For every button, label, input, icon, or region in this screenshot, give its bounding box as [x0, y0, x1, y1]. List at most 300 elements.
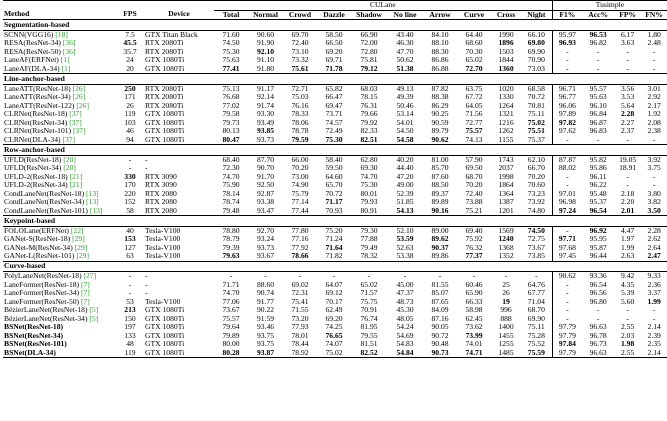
- column-header-row: [3, 10, 667, 20]
- metric-cell: 996: [500, 305, 512, 314]
- citation-link[interactable]: [36]: [62, 46, 76, 56]
- metric-cell: 2.36: [647, 279, 661, 289]
- metric-cell: 80.00: [222, 339, 240, 348]
- citation-link[interactable]: [1]: [61, 63, 71, 73]
- metric-cell: 96.82: [589, 38, 607, 47]
- device-cell: GTX 1080Ti: [145, 134, 185, 144]
- metric-cell: 67.77: [527, 288, 545, 297]
- metric-cell: 78.33: [291, 109, 309, 118]
- metric-cell: 76.16: [291, 100, 309, 110]
- metric-cell: 79.73: [222, 117, 240, 127]
- metric-cell: 1155: [498, 134, 514, 144]
- method-name: PolyLaneNet(ResNet-18): [4, 271, 82, 280]
- metric-cell: 68.40: [222, 154, 240, 164]
- citation-link[interactable]: [29]: [72, 234, 85, 243]
- metric-cell: 78.15: [360, 92, 378, 101]
- metric-cell: 62.10: [527, 154, 545, 164]
- metric-cell: 92.14: [256, 92, 275, 101]
- metric-cell: 1.98: [620, 339, 635, 348]
- metric-cell: 54.58: [396, 134, 414, 144]
- metric-cell: -: [626, 63, 629, 73]
- metric-cell: 2.55: [620, 322, 635, 331]
- metric-cell: 87.65: [431, 296, 449, 306]
- metric-cell: 2.28: [647, 225, 661, 235]
- metric-cell: 79.58: [222, 109, 240, 118]
- metric-cell: 89.00: [431, 225, 449, 235]
- metric-cell: 82.33: [360, 126, 378, 135]
- column-header: No line: [387, 10, 423, 20]
- fps-cell: 40: [126, 225, 134, 235]
- metric-cell: -: [535, 271, 538, 280]
- metric-cell: 4.35: [620, 279, 635, 289]
- citation-link[interactable]: [37]: [69, 109, 82, 118]
- metric-cell: 60.46: [465, 279, 483, 289]
- citation-link[interactable]: [7]: [80, 288, 90, 297]
- citation-link[interactable]: [5]: [89, 305, 99, 314]
- metric-cell: 79.92: [360, 117, 378, 127]
- metric-cell: 75.20: [325, 225, 343, 235]
- metric-cell: 81.55: [431, 279, 449, 289]
- metric-cell: 72.70: [465, 63, 483, 73]
- metric-cell: 80.47: [222, 134, 240, 144]
- metric-cell: 74.01: [465, 339, 483, 348]
- metric-cell: 71.17: [325, 197, 343, 206]
- metric-cell: 96.44: [589, 251, 607, 260]
- citation-link[interactable]: [26]: [72, 83, 86, 93]
- column-header: Dazzle: [317, 10, 351, 20]
- metric-cell: -: [552, 65, 582, 74]
- metric-cell: 97.62: [552, 127, 582, 136]
- metric-cell: 1896: [498, 38, 514, 47]
- metric-cell: 96.63: [582, 349, 614, 358]
- metric-cell: 82.51: [360, 134, 378, 144]
- device-cell: Tesla-V100: [145, 296, 181, 306]
- metric-cell: 77.80: [291, 225, 309, 235]
- metric-cell: 74.70: [222, 288, 240, 297]
- metric-cell: 78.66: [291, 251, 309, 260]
- metric-cell: 79.49: [360, 242, 378, 252]
- metric-cell: 64.40: [465, 29, 483, 39]
- metric-cell: 96.54: [589, 279, 607, 289]
- metric-cell: 75.90: [222, 180, 240, 189]
- metric-cell: 73.67: [222, 305, 240, 314]
- metric-cell: 71.82: [325, 251, 343, 260]
- method-name: LaneAF(DLA-34): [4, 63, 60, 73]
- metric-cell: -: [626, 134, 629, 144]
- device-cell: GTX 1080Ti: [145, 313, 185, 323]
- citation-link[interactable]: [29]: [76, 251, 89, 260]
- method-name: UFLD-2(ResNet-18): [4, 171, 68, 181]
- metric-cell: 65.70: [325, 180, 343, 189]
- metric-cell: 2.17: [647, 100, 661, 110]
- metric-cell: 72.40: [465, 188, 483, 198]
- device-cell: Tesla-V100: [145, 234, 181, 243]
- citation-link[interactable]: [20]: [63, 154, 76, 164]
- table-header: [3, 1, 667, 20]
- metric-cell: 1387: [498, 197, 514, 206]
- metric-cell: -: [652, 171, 656, 181]
- metric-cell: 79.48: [222, 205, 240, 215]
- metric-cell: 97.79: [552, 332, 582, 341]
- metric-cell: 74.70: [360, 171, 378, 181]
- method-name: UFLD(ResNet-18): [4, 154, 62, 164]
- metric-cell: 45.30: [396, 305, 414, 314]
- method-name: CLRNet(ResNet-18): [4, 109, 68, 118]
- metric-cell: 74.50: [527, 225, 545, 235]
- metric-cell: 72.00: [360, 38, 378, 47]
- metric-cell: 77.44: [291, 205, 309, 215]
- group-title: Curve-based: [3, 261, 667, 272]
- metric-cell: 2037: [498, 163, 514, 172]
- metric-cell: -: [652, 46, 656, 56]
- metric-cell: 50.62: [396, 55, 414, 64]
- metric-cell: 72.49: [325, 126, 343, 135]
- metric-cell: -: [652, 180, 656, 189]
- method-name: BSNet(DLA-34): [4, 347, 56, 357]
- metric-cell: 64.60: [325, 171, 343, 181]
- metric-cell: 81.51: [360, 339, 378, 348]
- metric-cell: 87.60: [431, 171, 449, 181]
- metric-cell: 79.55: [360, 330, 378, 340]
- metric-cell: 3.63: [620, 38, 635, 47]
- metric-cell: 79.59: [291, 134, 309, 144]
- metric-cell: 89.79: [431, 126, 449, 135]
- citation-link[interactable]: [5]: [89, 313, 99, 323]
- metric-cell: 72.77: [465, 117, 483, 127]
- device-cell: -: [145, 279, 148, 289]
- metric-cell: 75.92: [465, 234, 483, 243]
- metric-cell: 76.68: [222, 92, 240, 101]
- metric-cell: 89.62: [431, 234, 449, 243]
- citation-link[interactable]: [20]: [63, 163, 76, 172]
- metric-cell: 96.53: [589, 29, 607, 39]
- metric-cell: 1020: [498, 83, 514, 93]
- device-cell: Tesla-V100: [145, 242, 181, 252]
- metric-cell: 71.71: [222, 279, 240, 289]
- metric-cell: 85.07: [431, 288, 449, 297]
- metric-cell: 73.00: [291, 171, 309, 181]
- metric-cell: 96.78: [589, 330, 607, 340]
- metric-cell: -: [264, 271, 267, 280]
- metric-cell: 73.85: [527, 251, 545, 260]
- metric-cell: -: [403, 271, 407, 280]
- device-cell: RTX 2080: [145, 205, 177, 215]
- metric-cell: -: [552, 281, 582, 290]
- device-cell: GTX 1080Ti: [145, 322, 185, 331]
- metric-cell: 76.74: [360, 313, 378, 323]
- metric-cell: 91.74: [256, 100, 275, 110]
- metric-cell: 2.18: [620, 188, 635, 198]
- column-header: Acc%: [582, 10, 614, 20]
- culane-group-label: CULane: [214, 1, 552, 11]
- metric-cell: 88.38: [431, 92, 449, 101]
- metric-cell: 1.99: [647, 296, 661, 306]
- metric-cell: 95.48: [589, 188, 607, 198]
- method-name: GANet-S(ResNet-18): [4, 234, 71, 243]
- table-row: [3, 65, 667, 74]
- metric-cell: 75.11: [527, 322, 545, 331]
- metric-cell: 76.32: [465, 242, 483, 252]
- metric-cell: 54.01: [396, 117, 414, 127]
- device-cell: GTX 1080Ti: [145, 109, 185, 118]
- metric-cell: 93.73: [256, 134, 275, 144]
- metric-cell: -: [626, 313, 629, 323]
- method-name: UFLD(ResNet-34): [4, 163, 62, 172]
- metric-cell: 67.72: [465, 92, 483, 101]
- metric-cell: 73.20: [291, 313, 309, 323]
- metric-cell: 74.90: [291, 180, 309, 189]
- metric-cell: 74.70: [222, 171, 240, 181]
- metric-cell: -: [596, 305, 600, 314]
- citation-link[interactable]: [13]: [86, 188, 99, 198]
- metric-cell: 96.06: [552, 102, 582, 111]
- metric-cell: 1255: [498, 339, 514, 348]
- metric-cell: 49.39: [396, 92, 414, 101]
- metric-cell: 19.05: [619, 154, 637, 164]
- metric-cell: 77.88: [360, 234, 378, 243]
- metric-cell: 51.38: [396, 63, 414, 73]
- metric-cell: -: [552, 306, 582, 315]
- method-name: CLRNet(DLA-34): [4, 134, 61, 144]
- metric-cell: 1352: [498, 251, 514, 260]
- metric-cell: 86.88: [431, 63, 449, 73]
- metric-cell: 62.45: [465, 313, 483, 323]
- metric-cell: 69.90: [527, 46, 545, 56]
- metric-cell: 72.30: [222, 163, 240, 172]
- metric-cell: 78.32: [360, 251, 378, 260]
- citation-link[interactable]: [7]: [80, 279, 90, 289]
- device-cell: -: [145, 271, 148, 280]
- column-header: FPS: [116, 10, 144, 20]
- metric-cell: 90.48: [431, 339, 449, 348]
- metric-cell: 69.12: [325, 288, 343, 297]
- metric-cell: 1330: [498, 92, 514, 101]
- metric-cell: 90.59: [431, 117, 449, 127]
- metric-cell: 54.84: [387, 349, 423, 358]
- metric-cell: 71.60: [222, 29, 240, 39]
- metric-cell: 90.37: [431, 242, 449, 252]
- fps-cell: 35.7: [123, 46, 137, 56]
- citation-link[interactable]: [21]: [69, 171, 83, 181]
- device-cell: GTX 1080Ti: [145, 117, 185, 127]
- citation-link[interactable]: [29]: [74, 242, 88, 252]
- metric-cell: 3.75: [647, 163, 661, 172]
- metric-cell: 1998: [498, 171, 514, 181]
- metric-cell: 96.77: [552, 93, 582, 102]
- method-name: FOLOLane(ERFNet): [4, 225, 69, 235]
- column-header: F1%: [552, 10, 582, 20]
- metric-cell: 84.10: [431, 29, 449, 39]
- metric-cell: -: [652, 313, 656, 323]
- metric-cell: 74.57: [325, 117, 343, 127]
- metric-cell: 71.56: [465, 109, 483, 118]
- metric-cell: 70.20: [465, 180, 483, 189]
- metric-cell: 81.95: [360, 322, 378, 331]
- metric-cell: 87.70: [256, 154, 275, 164]
- method-cell: [3, 349, 116, 358]
- metric-cell: 73.88: [465, 197, 483, 206]
- metric-cell: 79.93: [360, 197, 378, 206]
- metric-cell: 69.50: [465, 163, 483, 172]
- fps-cell: 94: [126, 134, 134, 144]
- method-name: LaneATT(ResNet-122): [4, 100, 75, 110]
- metric-cell: 93.67: [256, 251, 275, 260]
- metric-cell: 97.71: [552, 235, 582, 244]
- citation-link[interactable]: [36]: [62, 38, 76, 47]
- metric-cell: 93.30: [256, 109, 275, 118]
- fps-cell: 58: [126, 205, 134, 215]
- metric-cell: 52.10: [396, 225, 414, 235]
- metric-cell: 96.54: [589, 205, 607, 215]
- fps-cell: -: [128, 154, 132, 164]
- citation-link[interactable]: [26]: [72, 92, 86, 101]
- metric-cell: 79.30: [360, 225, 378, 235]
- metric-cell: 19: [502, 296, 510, 306]
- metric-cell: 96.73: [589, 339, 607, 348]
- metric-cell: 90.73: [423, 349, 457, 358]
- method-name: CLRNet(ResNet-34): [4, 117, 68, 127]
- metric-cell: 3.92: [647, 154, 661, 164]
- metric-cell: 75.79: [291, 188, 309, 198]
- group-title: Line-anchor-based: [3, 74, 667, 85]
- metric-cell: 77.16: [291, 234, 309, 243]
- group-header-row: [3, 74, 667, 85]
- fps-cell: 119: [124, 109, 136, 118]
- fps-cell: 127: [124, 242, 136, 252]
- metric-cell: 66.10: [527, 29, 545, 39]
- metric-cell: 73.67: [527, 242, 545, 252]
- column-header: FP%: [614, 10, 641, 20]
- metric-cell: 93.85: [256, 126, 275, 135]
- citation-link[interactable]: [13]: [89, 205, 103, 215]
- metric-cell: 25: [502, 279, 510, 289]
- metric-cell: 87.87: [552, 155, 582, 164]
- metric-cell: 91.59: [256, 313, 275, 323]
- metric-cell: -: [652, 305, 656, 314]
- citation-link[interactable]: [13]: [86, 197, 99, 206]
- metric-cell: 54.69: [396, 330, 414, 340]
- metric-cell: 68.70: [527, 305, 545, 314]
- metric-cell: 90.70: [256, 163, 275, 172]
- metric-cell: 2.62: [647, 234, 661, 243]
- metric-cell: 68.03: [360, 83, 378, 93]
- metric-cell: 2.92: [647, 92, 661, 101]
- metric-cell: 1503: [498, 46, 514, 56]
- citation-link[interactable]: [7]: [80, 296, 90, 306]
- metric-cell: 1569: [498, 225, 514, 235]
- metric-cell: 74.50: [222, 38, 240, 47]
- metric-cell: 1360: [498, 63, 514, 73]
- citation-link[interactable]: [37]: [69, 117, 82, 127]
- citation-link[interactable]: [37]: [62, 134, 76, 144]
- method-name: CondLaneNet(ResNet-34): [4, 197, 85, 206]
- fps-cell: 171: [124, 92, 136, 101]
- metric-cell: 69.70: [291, 29, 309, 39]
- device-cell: Tesla-V100: [145, 251, 181, 260]
- metric-cell: 92.10: [256, 46, 275, 56]
- citation-link[interactable]: [1]: [60, 55, 70, 64]
- metric-cell: 79.89: [222, 330, 240, 340]
- metric-cell: -: [626, 171, 629, 181]
- metric-cell: 1364: [498, 188, 514, 198]
- metric-cell: 73.23: [527, 188, 545, 198]
- metric-cell: 96.22: [589, 180, 607, 189]
- metric-cell: 1321: [498, 109, 514, 118]
- method-name: LaneATT(ResNet-18): [4, 83, 71, 93]
- header-group-row: [3, 1, 667, 11]
- metric-cell: 3.50: [647, 205, 661, 215]
- citation-link[interactable]: [21]: [69, 180, 83, 189]
- metric-cell: -: [626, 55, 629, 64]
- metric-cell: -: [552, 298, 582, 307]
- metric-cell: 75.11: [527, 109, 545, 118]
- citation-link[interactable]: [22]: [70, 225, 84, 235]
- metric-cell: 1.99: [620, 242, 635, 252]
- metric-cell: -: [552, 136, 582, 145]
- metric-cell: 70.20: [527, 171, 545, 181]
- metric-cell: 58.98: [465, 305, 483, 314]
- device-cell: GTX 1080Ti: [145, 55, 185, 64]
- metric-cell: 75.41: [291, 296, 309, 306]
- fps-cell: -: [128, 163, 132, 172]
- metric-cell: 77.14: [291, 197, 309, 206]
- metric-cell: 75.61: [291, 63, 309, 73]
- metric-cell: 4.47: [620, 225, 635, 235]
- metric-cell: 73.03: [527, 63, 545, 73]
- metric-cell: 93.47: [256, 205, 275, 215]
- fps-cell: -: [128, 288, 132, 297]
- metric-cell: -: [472, 271, 476, 280]
- metric-cell: -: [596, 63, 600, 73]
- metric-cell: 90.22: [256, 305, 275, 314]
- fps-cell: 150: [124, 313, 136, 323]
- table-body: [3, 20, 667, 358]
- method-name: BézierLaneNet(ResNet-18): [4, 305, 88, 314]
- metric-cell: 64.07: [325, 279, 343, 289]
- device-cell: RTX 3090: [145, 171, 177, 181]
- metric-cell: 48.73: [396, 296, 414, 306]
- metric-cell: 73.10: [291, 46, 309, 56]
- metric-cell: 74.80: [527, 205, 545, 215]
- citation-link[interactable]: [18]: [55, 29, 68, 39]
- metric-cell: 96.93: [552, 39, 582, 48]
- metric-cell: 73.92: [527, 197, 545, 206]
- metric-cell: 73.62: [465, 322, 483, 331]
- metric-cell: 95.63: [589, 92, 607, 101]
- metric-cell: 80.13: [222, 126, 240, 135]
- method-name: LaneAF(ERFNet): [4, 55, 59, 64]
- fps-cell: 20: [126, 63, 134, 73]
- metric-cell: 70.81: [527, 100, 545, 110]
- metric-cell: 72.75: [527, 234, 545, 243]
- metric-cell: 5.39: [620, 288, 635, 297]
- metric-cell: -: [552, 48, 582, 57]
- citation-link[interactable]: [37]: [72, 126, 86, 135]
- metric-cell: 77.41: [222, 63, 240, 73]
- citation-link[interactable]: [26]: [76, 100, 89, 110]
- metric-cell: 97.79: [552, 349, 582, 358]
- metric-cell: 96.80: [589, 296, 607, 306]
- metric-cell: 63.75: [465, 83, 483, 93]
- metric-cell: 90.05: [431, 322, 449, 331]
- citation-link[interactable]: [27]: [83, 271, 97, 280]
- metric-cell: 80.28: [214, 349, 248, 358]
- device-cell: RTX 2080: [145, 197, 177, 206]
- metric-cell: 90.25: [431, 109, 449, 118]
- method-name: CondLaneNet(ResNet-18): [4, 188, 85, 198]
- metric-cell: 70.30: [465, 46, 483, 56]
- metric-cell: 6.17: [620, 29, 635, 39]
